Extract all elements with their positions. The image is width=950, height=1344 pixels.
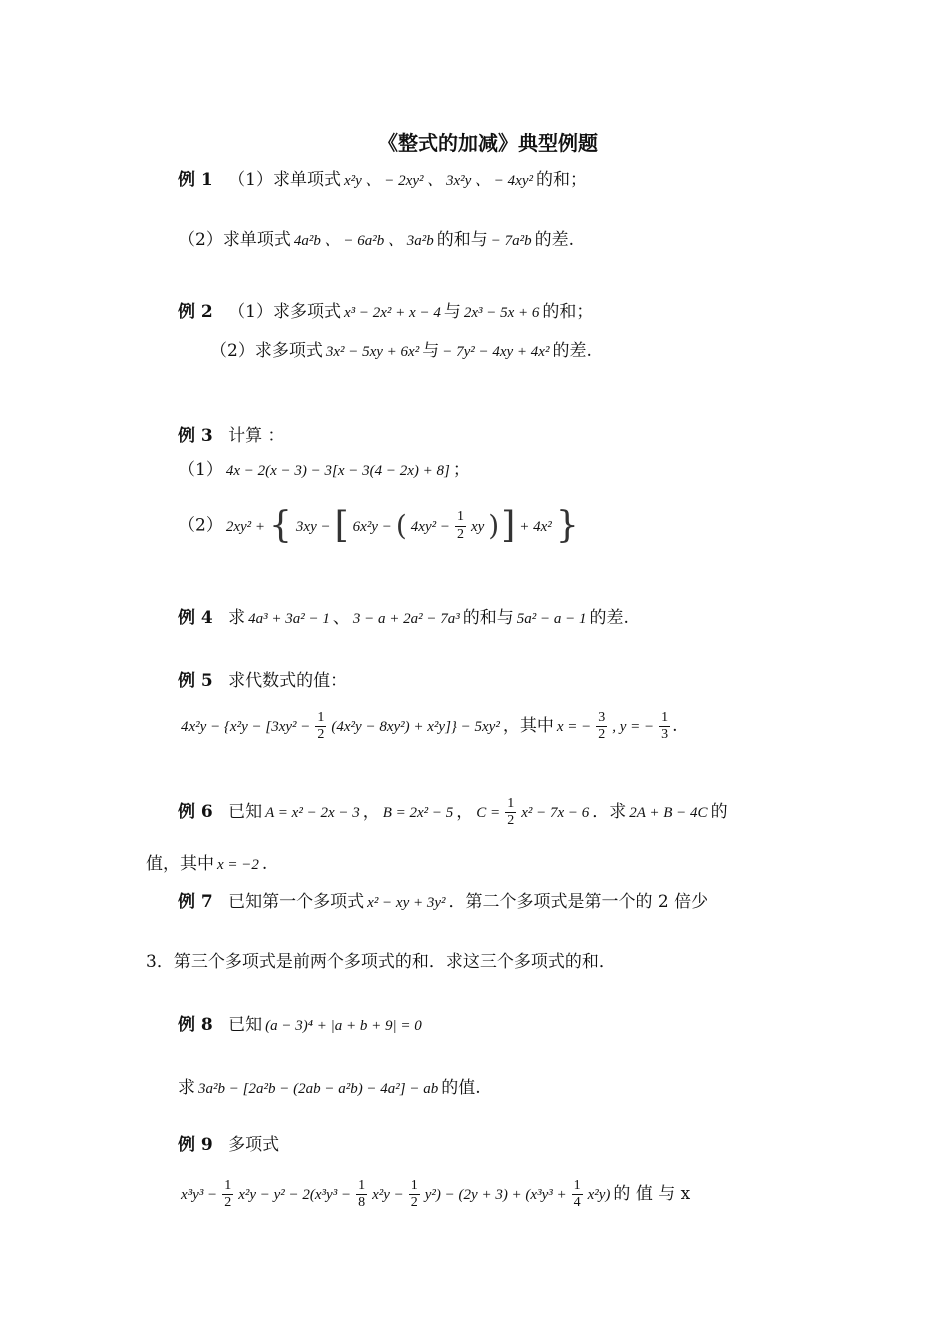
example-2-line-1: 例 2 （1）求多项式 x³ − 2x² + x − 4 与 2x³ − 5x + 6 的和； [178,302,594,322]
example-7-line-2: 3．第三个多项式是前两个多项式的和．求这三个多项式的和． [146,952,616,972]
fraction: $\frac{1}{2}$ [410,1178,418,1211]
example-3-heading: 例 3 计算 ： [178,426,285,446]
left-brace: { [269,505,292,546]
fraction: $\frac{1}{3}$ [661,710,669,743]
example-5-expression: 4x²y − {x²y − [3xy² − $\frac{1}{2}$ (4x²y − 8xy²) + x²y]} − 5xy² ，其中 x = − $\frac{3}{2}$ , y = − $\frac{1}{3}$ . [181,710,678,743]
example-5-heading: 例 5 求代数式的值： [178,671,348,691]
fraction: $\frac{1}{2}$ [317,710,325,743]
right-brace: } [555,505,579,546]
example-label: 例 7 [178,892,213,912]
example-8-line-1: 例 8 已知 (a − 3)⁴ + |a + b + 9| = 0 [178,1015,422,1035]
example-7-line-1: 例 7 已知第一个多项式 x² − xy + 3y² ．第二个多项式是第一个的 2 倍少 [178,892,709,912]
example-8-line-2: 求 3a²b − [2a²b − (2ab − a²b) − 4a²] − ab 的值. [178,1078,481,1098]
example-4: 例 4 求 4a³ + 3a² − 1 、 3 − a + 2a² − 7a³ 的和与 5a² − a − 1 的差. [178,608,629,628]
left-paren: ( [395,509,407,542]
example-9-heading: 例 9 多项式 [178,1135,280,1155]
fraction: $\frac{1}{2}$ [224,1178,232,1211]
example-label: 例 2 [178,302,213,322]
example-label: 例 5 [178,671,213,691]
fraction: $\frac{1}{2}$ [456,509,464,542]
example-label: 例 3 [178,426,213,446]
fraction: $\frac{3}{2}$ [598,710,606,743]
example-label: 例 4 [178,608,213,628]
example-2-line-2: （2）求多项式 3x² − 5xy + 6x² 与 − 7y² − 4xy + 4x² 的差. [210,341,592,361]
example-6-line-1: 例 6 已知 A = x² − 2x − 3 ， B = 2x² − 5 ， C = $\frac{1}{2}$ x² − 7x − 6 ．求 2A + B − 4C 的 [178,796,728,829]
left-bracket: [ [334,505,349,546]
example-label: 例 1 [178,170,213,190]
fraction: $\frac{1}{2}$ [507,796,515,829]
fraction: $\frac{1}{4}$ [573,1178,581,1211]
example-1-line-1: 例 1 （1）求单项式 x²y 、 − 2xy² 、 3x²y 、 − 4xy² 的和； [178,170,587,190]
example-label: 例 8 [178,1015,213,1035]
example-1-line-2: （2）求单项式 4a²b 、 − 6a²b 、 3a²b 的和与 − 7a²b 的差. [178,230,574,250]
example-3-part-1: （1） 4x − 2(x − 3) − 3[x − 3(4 − 2x) + 8] ； [178,460,470,480]
example-6-line-2: 值，其中 x = −2 . [146,854,268,874]
page-title: 《整式的加减》典型例题 [378,131,598,155]
right-paren: ) [488,509,500,542]
example-9-expression: x³y³ − $\frac{1}{2}$ x²y − y² − 2(x³y³ − $\frac{1}{8}$ x²y − $\frac{1}{2}$ y²) − (2y + 3) + (x³y³ + $\frac{1}{4}$ x²y) 的 值 与 x [181,1178,691,1211]
fraction: $\frac{1}{8}$ [358,1178,366,1211]
example-label: 例 9 [178,1135,213,1155]
right-bracket: ] [501,505,516,546]
example-label: 例 6 [178,802,213,823]
example-3-part-2: （2） 2xy² + { 3xy − [ 6x²y − ( 4xy² − $\frac{1}{2}$ xy )] + 4x² } [178,505,579,546]
